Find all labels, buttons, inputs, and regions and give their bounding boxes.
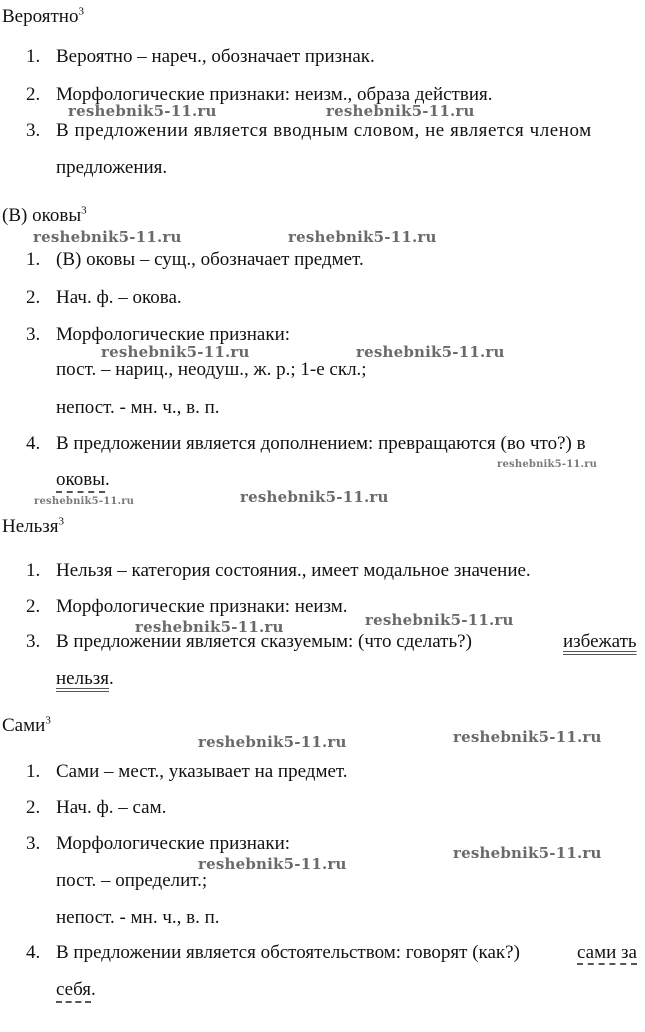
item-continuation <box>56 360 367 379</box>
item-number: 2. <box>26 797 41 818</box>
watermark: reshebnik5-11.ru <box>33 228 182 246</box>
item-text: Морфологические признаки: неизм. <box>56 596 348 617</box>
item-number: 2. <box>26 596 41 617</box>
heading-text: Сами <box>2 715 46 736</box>
heading-sup: 3 <box>58 515 65 528</box>
section-heading-veroyatno <box>2 7 84 26</box>
list-item <box>0 325 645 349</box>
watermark: reshebnik5-11.ru <box>34 496 135 507</box>
list-item <box>0 597 645 621</box>
underlined-word: сами за <box>577 942 637 963</box>
item-text: предложения. <box>56 157 168 178</box>
item-number: 3. <box>26 833 41 854</box>
item-continuation <box>56 669 114 688</box>
list-item <box>0 121 645 145</box>
item-continuation <box>56 158 167 177</box>
item-text: Морфологические признаки: неизм., образа действия. <box>56 84 493 105</box>
item-text: . <box>109 668 114 689</box>
watermark: reshebnik5-11.ru <box>198 855 347 873</box>
heading-text: Нельзя <box>2 516 59 537</box>
item-continuation <box>56 398 220 417</box>
item-text: Морфологические признаки: <box>56 324 291 345</box>
heading-sup: 3 <box>81 204 87 217</box>
item-text: Нельзя – категория состояния., имеет модальное значение. <box>56 560 531 581</box>
watermark: reshebnik5-11.ru <box>356 343 505 361</box>
watermark: reshebnik5-11.ru <box>288 228 437 246</box>
watermark: reshebnik5-11.ru <box>497 459 598 470</box>
item-text: . <box>91 979 96 1000</box>
item-number: 3. <box>26 631 41 652</box>
item-text: пост. – нариц., неодуш., ж. р.; 1-е скл.; <box>56 359 367 380</box>
list-item <box>0 250 645 274</box>
watermark: reshebnik5-11.ru <box>198 733 347 751</box>
item-text: Нач. ф. – окова. <box>56 287 182 308</box>
item-text: Морфологические признаки: <box>56 833 291 854</box>
item-continuation <box>56 470 110 489</box>
list-item <box>0 561 645 585</box>
watermark: reshebnik5-11.ru <box>365 611 514 629</box>
list-item <box>0 632 645 656</box>
item-text: . <box>105 469 110 490</box>
item-continuation <box>56 980 96 999</box>
list-item <box>0 288 645 312</box>
underlined-word: оковы <box>56 469 105 493</box>
item-number: 2. <box>26 287 41 308</box>
item-text: В предложении является дополнением: превращаются (во что?) в <box>56 433 586 454</box>
item-number: 3. <box>26 324 41 345</box>
item-text: пост. – определит.; <box>56 870 208 891</box>
item-text: Нач. ф. – сам. <box>56 797 167 818</box>
section-heading-okovy <box>2 206 87 225</box>
item-number: 3. <box>26 120 41 141</box>
watermark: reshebnik5-11.ru <box>240 488 389 506</box>
list-item <box>0 434 645 458</box>
watermark: reshebnik5-11.ru <box>68 102 217 120</box>
item-number: 4. <box>26 942 41 963</box>
list-item <box>0 798 645 822</box>
section-heading-sami <box>2 716 51 735</box>
heading-text: Вероятно <box>2 6 79 27</box>
watermark: reshebnik5-11.ru <box>101 343 250 361</box>
section-heading-nelzya <box>2 517 64 536</box>
item-text: Сами – мест., указывает на предмет. <box>56 761 348 782</box>
watermark: reshebnik5-11.ru <box>326 102 475 120</box>
list-item <box>0 762 645 786</box>
item-text: В предложении является обстоятельством: говорят (как?) <box>56 942 520 963</box>
underlined-word: избежать <box>563 631 637 652</box>
heading-sup: 3 <box>78 5 84 18</box>
item-number: 1. <box>26 560 41 581</box>
heading-text: (В) оковы <box>2 205 82 226</box>
item-text: В предложении является вводным словом, не является членом <box>56 120 592 141</box>
item-text: непост. - мн. ч., в. п. <box>56 907 220 928</box>
item-number: 2. <box>26 84 41 105</box>
item-text: В предложении является сказуемым: (что сделать?) <box>56 631 472 652</box>
list-item <box>0 943 645 967</box>
watermark: reshebnik5-11.ru <box>453 844 602 862</box>
watermark: reshebnik5-11.ru <box>135 618 284 636</box>
underlined-word: нельзя <box>56 668 109 689</box>
item-number: 1. <box>26 761 41 782</box>
heading-sup: 3 <box>45 714 51 727</box>
item-continuation <box>56 908 220 927</box>
underlined-word: себя <box>56 979 91 1003</box>
item-number: 1. <box>26 46 41 67</box>
item-number: 1. <box>26 249 41 270</box>
item-number: 4. <box>26 433 41 454</box>
item-text: (В) оковы – сущ., обозначает предмет. <box>56 249 364 270</box>
watermark: reshebnik5-11.ru <box>453 728 602 746</box>
item-continuation <box>56 871 207 890</box>
item-text: непост. - мн. ч., в. п. <box>56 397 220 418</box>
list-item <box>0 47 645 71</box>
item-text: Вероятно – нареч., обозначает признак. <box>56 46 375 67</box>
